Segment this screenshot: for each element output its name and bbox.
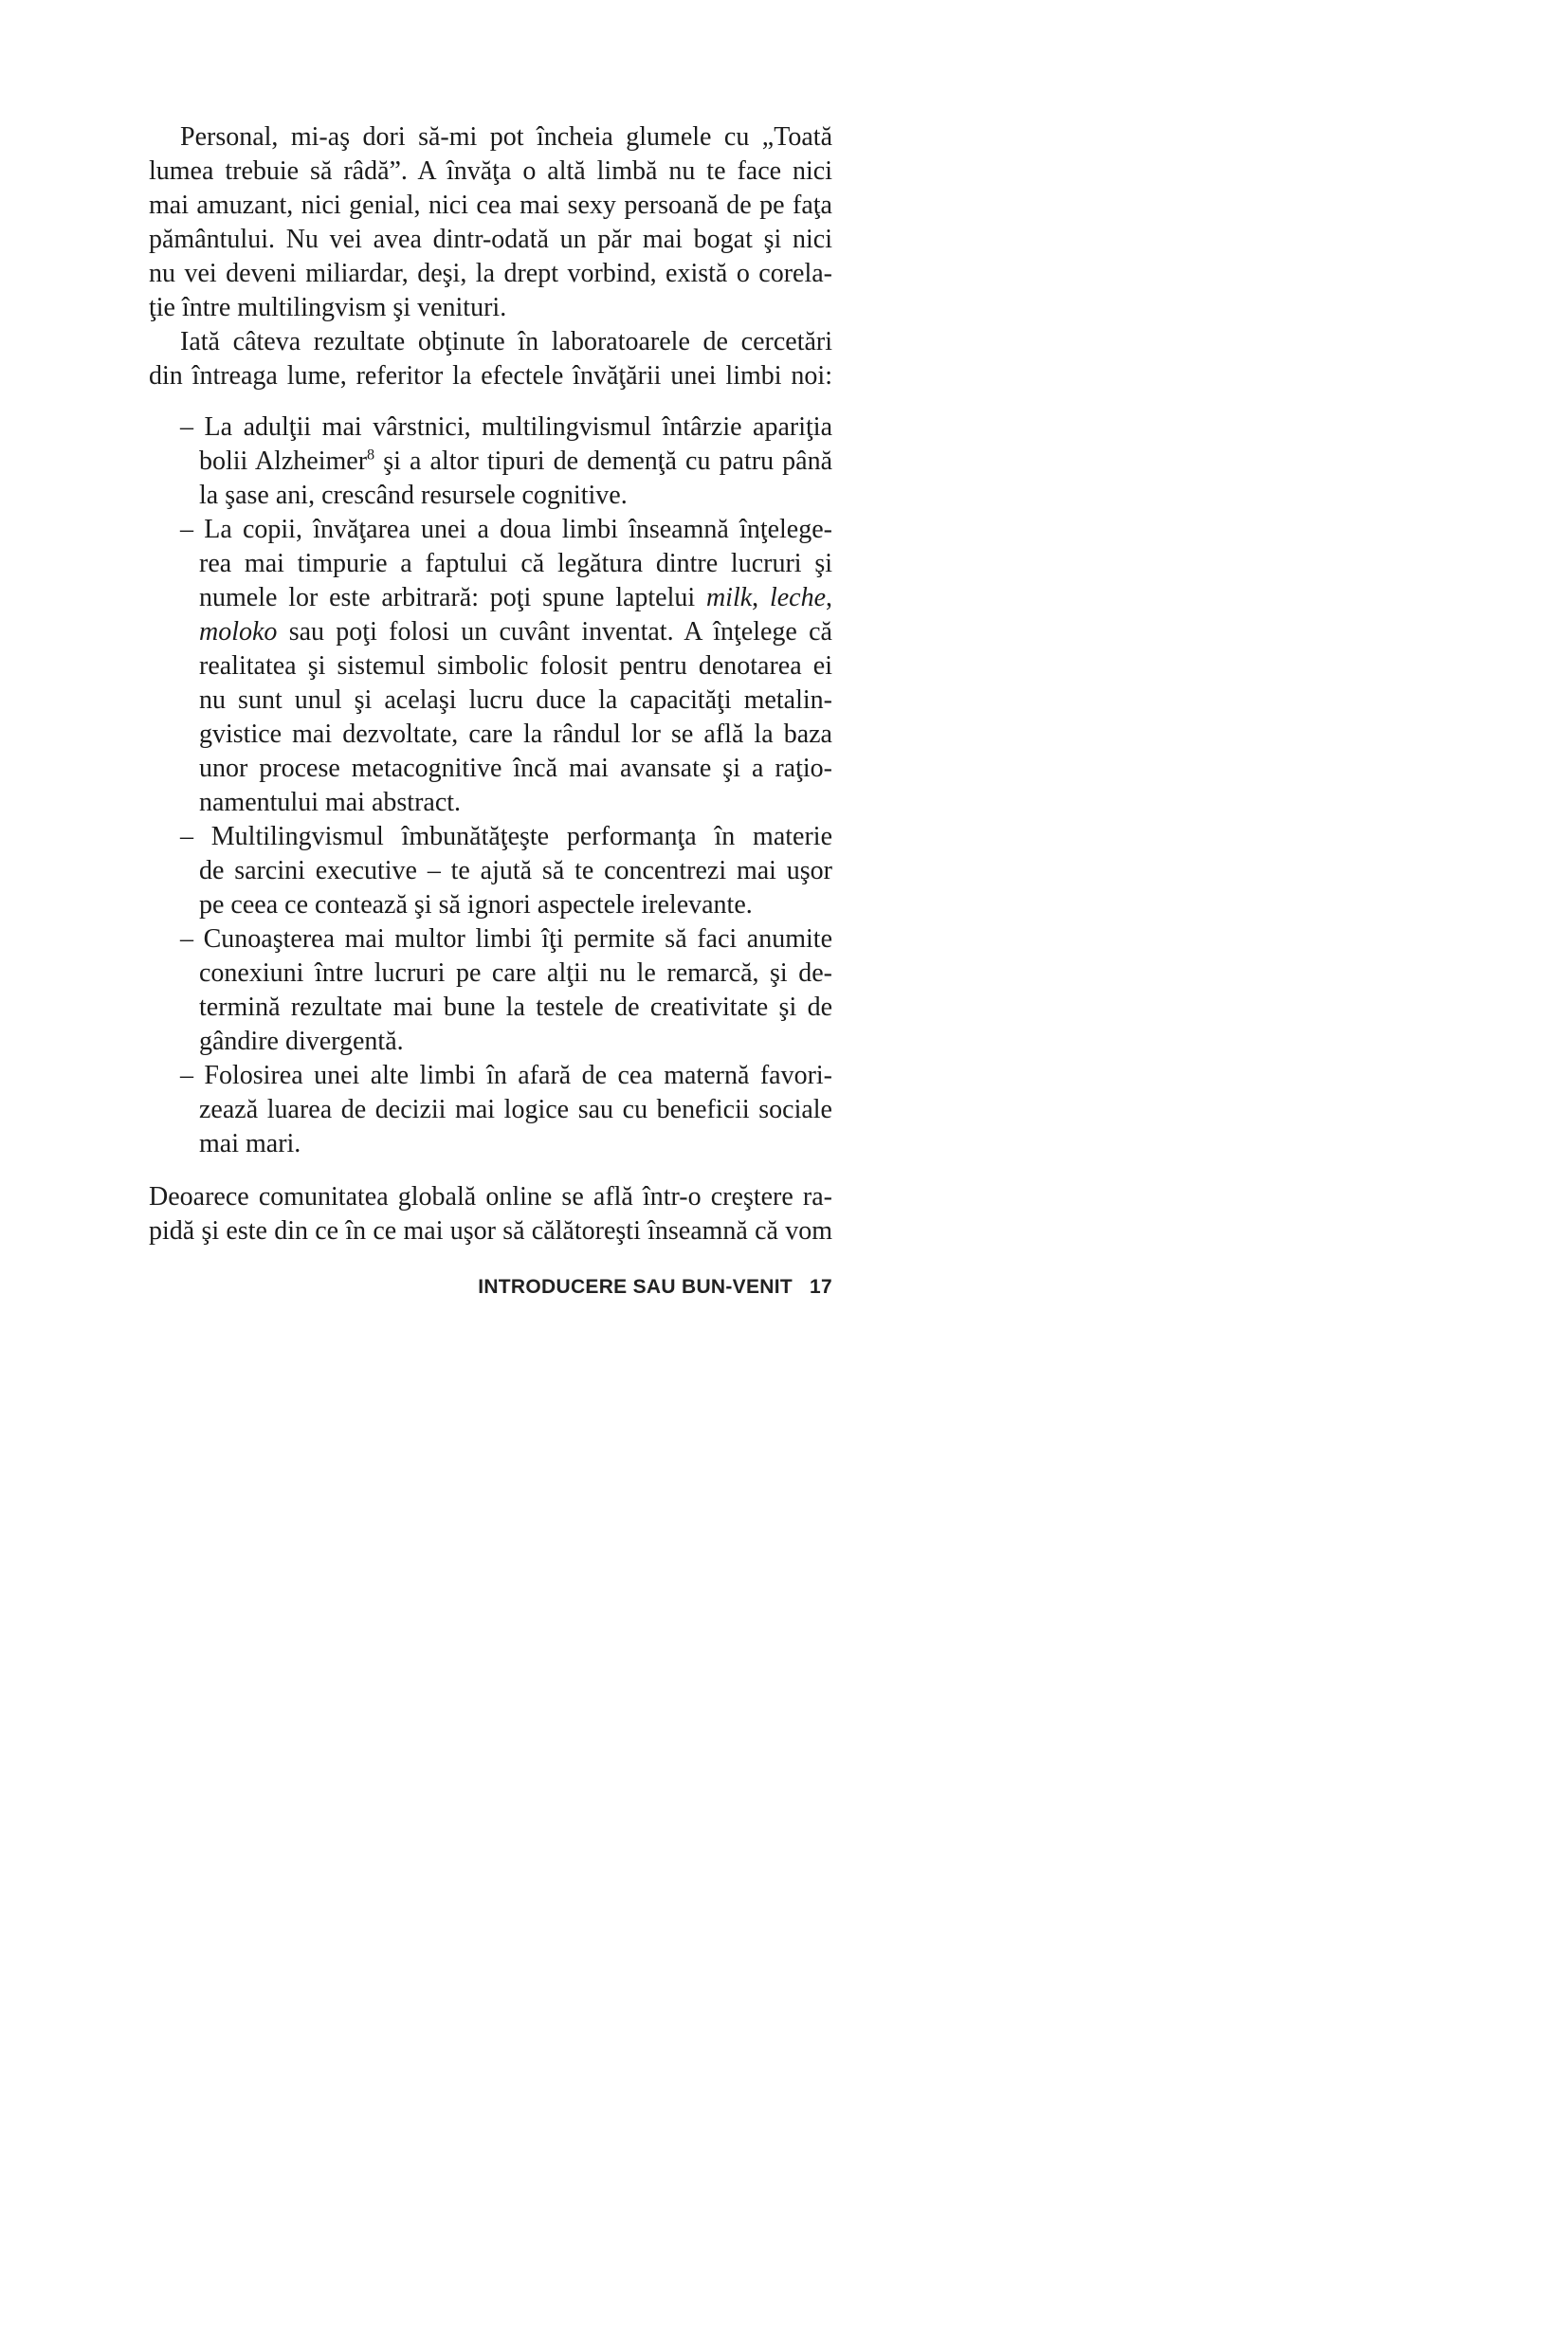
text-line	[199, 615, 832, 649]
text-line: termină rezultate mai bune la testele de creativitate şi de	[199, 993, 832, 1022]
foreign-word-italic: moloko	[199, 617, 278, 647]
text-line: namentului mai abstract.	[199, 788, 462, 817]
text-line	[199, 445, 832, 479]
text-line: pământului. Nu vei avea dintr-odată un păr mai bogat şi nici	[149, 225, 832, 254]
text-segment: numele lor este arbitrară: poţi spune laptelui	[199, 583, 706, 612]
text-line: pe ceea ce contează şi să ignori aspectele irelevante.	[199, 890, 753, 920]
text-line: gvistice mai dezvoltate, care la rândul lor se află la baza	[199, 720, 832, 749]
footnote-reference: 8	[367, 446, 375, 464]
text-line: conexiuni între lucruri pe care alţii nu le remarcă, şi de-	[199, 958, 832, 988]
text-line: realitatea şi sistemul simbolic folosit pentru denotarea ei	[199, 651, 832, 681]
text-line: gândire divergentă.	[199, 1027, 404, 1056]
bullet-list	[149, 410, 832, 1161]
text-segment: bolii Alzheimer	[199, 447, 368, 476]
text-line: – La adulţii mai vârstnici, multilingvismul întârzie apariţia	[180, 412, 832, 442]
foreign-word-italic: milk	[705, 583, 753, 612]
text-segment: sau poţi folosi un cuvânt inventat. A înţelege că	[277, 617, 832, 647]
foreign-word-italic: leche	[769, 583, 827, 612]
text-line: zează luarea de decizii mai logice sau cu beneficii sociale	[199, 1095, 832, 1124]
page-text-block	[149, 120, 832, 1248]
list-item-executive-tasks	[149, 820, 832, 922]
list-item-decision-making	[149, 1059, 832, 1161]
text-line: Personal, mi-aş dori să-mi pot încheia glumele cu „Toată	[180, 122, 832, 152]
page-footer	[478, 1276, 832, 1299]
text-line: – Folosirea unei alte limbi în afară de cea maternă favori-	[180, 1061, 832, 1090]
text-line: – La copii, învăţarea unei a doua limbi înseamnă înţelege-	[180, 515, 832, 544]
text-line: Iată câteva rezultate obţinute în laboratoarele de cercetări	[180, 327, 832, 356]
text-line: de sarcini executive – te ajută să te concentrezi mai uşor	[199, 856, 832, 885]
paragraph-global-community	[149, 1180, 832, 1248]
text-line: mai amuzant, nici genial, nici cea mai sexy persoană de pe faţa	[149, 191, 832, 220]
text-segment: ,	[826, 583, 833, 612]
list-item-creativity	[149, 922, 832, 1059]
text-line: Deoarece comunitatea globală online se află într-o creştere ra-	[149, 1182, 832, 1212]
text-segment: şi a altor tipuri de demenţă cu patru până	[374, 447, 832, 476]
text-line: din întreaga lume, referitor la efectele învăţării unei limbi noi:	[149, 361, 832, 391]
text-line: la şase ani, crescând resursele cognitive.	[199, 481, 628, 510]
text-line: nu sunt unul şi acelaşi lucru duce la capacităţi metalin-	[199, 685, 832, 715]
text-line	[199, 581, 832, 615]
text-line: – Multilingvismul îmbunătăţeşte performanţa în materie	[180, 822, 832, 851]
list-item-children-second-language	[149, 513, 832, 820]
text-line: lumea trebuie să râdă”. A învăţa o altă limbă nu te face nici	[149, 156, 832, 186]
text-line: mai mari.	[199, 1129, 301, 1158]
footer-section-title: INTRODUCERE SAU BUN-VENIT	[478, 1276, 793, 1298]
text-line: unor procese metacognitive încă mai avansate şi a raţio-	[199, 754, 832, 783]
paragraph-results-intro	[149, 325, 832, 393]
paragraph-intro	[149, 120, 832, 325]
text-line: pidă şi este din ce în ce mai uşor să călătoreşti înseamnă că vom	[149, 1216, 832, 1246]
page-number: 17	[810, 1276, 832, 1298]
text-line: rea mai timpurie a faptului că legătura dintre lucruri şi	[199, 549, 832, 578]
text-segment: ,	[752, 583, 770, 612]
list-item-alzheimer	[149, 410, 832, 513]
text-line: nu vei deveni miliardar, deşi, la drept vorbind, există o corela-	[149, 259, 832, 288]
text-line: ţie între multilingvism şi venituri.	[149, 293, 507, 322]
text-line: – Cunoaşterea mai multor limbi îţi permite să faci anumite	[180, 924, 832, 954]
